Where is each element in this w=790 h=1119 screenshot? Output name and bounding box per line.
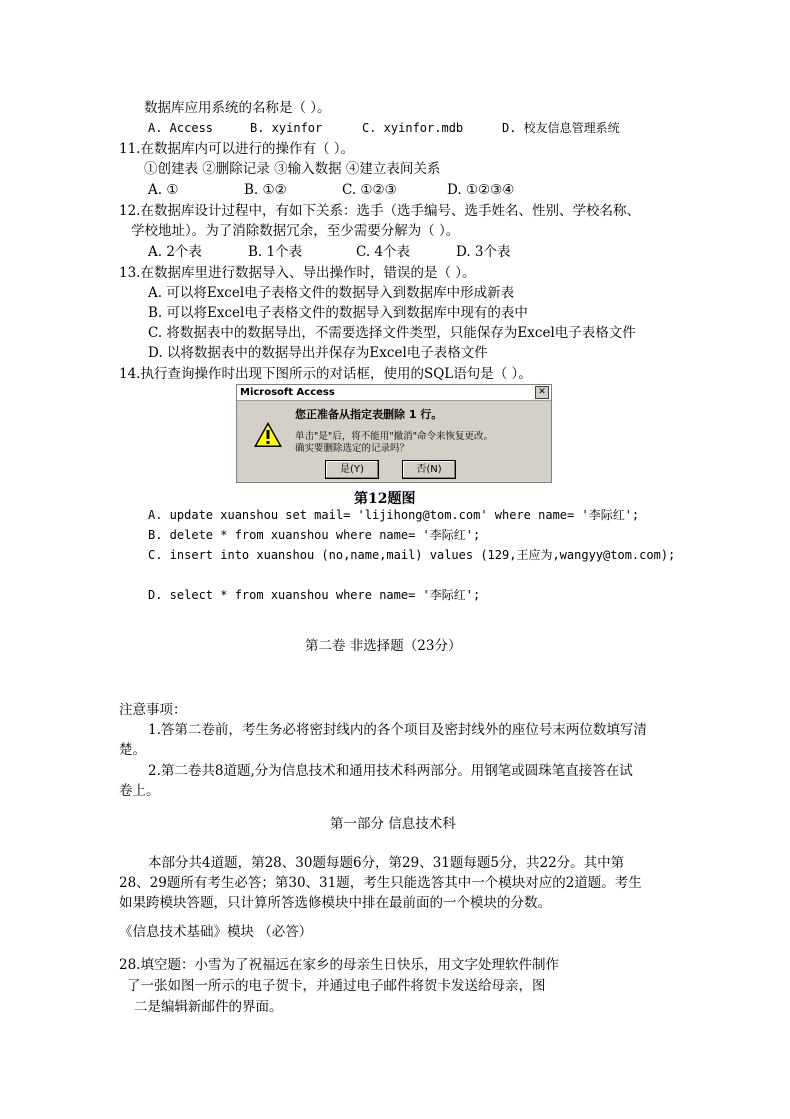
q11-option-c: C. ①②③ [342,182,397,198]
q10-tail: 数据库应用系统的名称是（ ）。 [144,100,331,116]
intro-line-3: 如果跨模块答题，只计算所答选修模块中排在最前面的一个模块的分数。 [119,895,551,911]
notice-title: 注意事项： [119,702,187,718]
warning-icon [253,421,283,449]
q13-option-a: A. 可以将Excel电子表格文件的数据导入到数据库中形成新表 [148,285,515,301]
q12-option-b: B. 1个表 [248,244,303,260]
q10-option-d: D. 校友信息管理系统 [502,121,620,135]
notice-1-line-1: 1.答第二卷前，考生务必将密封线内的各个项目及密封线外的座位号末两位数填写清 [148,722,647,738]
no-button[interactable]: 否(N) [402,460,456,479]
notice-2-line-1: 2.第二卷共8道题,分为信息技术和通用技术科两部分。用钢笔或圆珠笔直接答在试 [148,763,633,779]
q12-option-d: D. 3个表 [456,244,511,260]
q12-stem-2: 学校地址）。为了消除数据冗余，至少需要分解为（ ）。 [131,223,460,239]
section-two-heading: 第二卷 非选择题（23分） [305,638,462,654]
q28-line-3: 二是编辑新邮件的界面。 [134,999,283,1015]
q11-option-b: B. ①② [244,182,287,198]
close-icon[interactable]: ✕ [535,386,549,399]
q11-option-d: D. ①②③④ [447,182,515,198]
q13-option-c: C. 将数据表中的数据导出，不需要选择文件类型，只能保存为Excel电子表格文件 [148,325,636,341]
q14-option-b: B. delete * from xuanshou where name= '李际红'; [148,528,481,542]
q14-option-c: C. insert into xuanshou (no,name,mail) values (129,王应为,wangyy@tom.com); [148,548,676,562]
notice-1-line-2: 楚。 [119,742,146,758]
part-one-heading: 第一部分 信息技术科 [330,816,456,832]
q10-options [148,119,620,137]
q10-option-a: A. Access [148,121,214,135]
q28-line-1: 28.填空题：小雪为了祝福远在家乡的母亲生日快乐，用文字处理软件制作 [119,957,559,973]
intro-line-1: 本部分共4道题，第28、30题每题6分，第29、31题每题5分，共22分。其中第 [148,855,625,871]
q11-options [148,181,514,199]
q11-items: ①创建表 ②删除记录 ③输入数据 ④建立表间关系 [144,161,441,177]
dialog-title: Microsoft Access [240,387,335,398]
q10-option-c: C. xyinfor.mdb [362,121,464,135]
q13-stem: 13.在数据库里进行数据导入、导出操作时，错误的是（ ）。 [119,265,476,281]
yes-button[interactable]: 是(Y) [325,460,379,479]
dialog-message [295,407,493,455]
intro-line-2: 28、29题所有考生必答；第30、31题，考生只能选答其中一个模块对应的2道题。考生 [119,875,642,891]
q13-option-d: D. 以将数据表中的数据导出并保存为Excel电子表格文件 [148,345,488,361]
q10-option-b: B. xyinfor [250,121,323,135]
dialog-detail-1: 单击"是"后，将不能用"撤消"命令来恢复更改。 [295,431,493,442]
dialog-main-message: 您正准备从指定表删除 1 行。 [295,408,443,421]
q13-option-b: B. 可以将Excel电子表格文件的数据导入到数据库中现有的表中 [148,305,528,321]
access-delete-dialog [236,384,552,483]
notice-2-line-2: 卷上。 [119,783,160,799]
figure-caption: 第12题图 [354,491,416,507]
q14-stem: 14.执行查询操作时出现下图所示的对话框，使用的SQL语句是（ ）。 [119,366,532,382]
q11-stem: 11.在数据库内可以进行的操作有（ ）。 [119,141,355,157]
q14-option-a: A. update xuanshou set mail= 'lijihong@tom.com' where name= '李际红'; [148,508,640,522]
q12-option-c: C. 4个表 [356,244,411,260]
dialog-detail-2: 确实要删除选定的记录吗？ [295,443,410,454]
q12-options [148,243,511,261]
dialog-title-bar [237,385,551,401]
module-heading: 《信息技术基础》模块 （必答） [119,924,313,940]
q12-stem-1: 12.在数据库设计过程中，有如下关系：选手（选手编号、选手姓名、性别、学校名称、 [119,203,640,219]
q11-option-a: A. ① [148,182,179,198]
q28-line-2: 了一张如图一所示的电子贺卡，并通过电子邮件将贺卡发送给母亲，图 [127,978,546,994]
q14-option-d: D. select * from xuanshou where name= '李际红'; [148,588,481,602]
q12-option-a: A. 2个表 [148,244,202,260]
